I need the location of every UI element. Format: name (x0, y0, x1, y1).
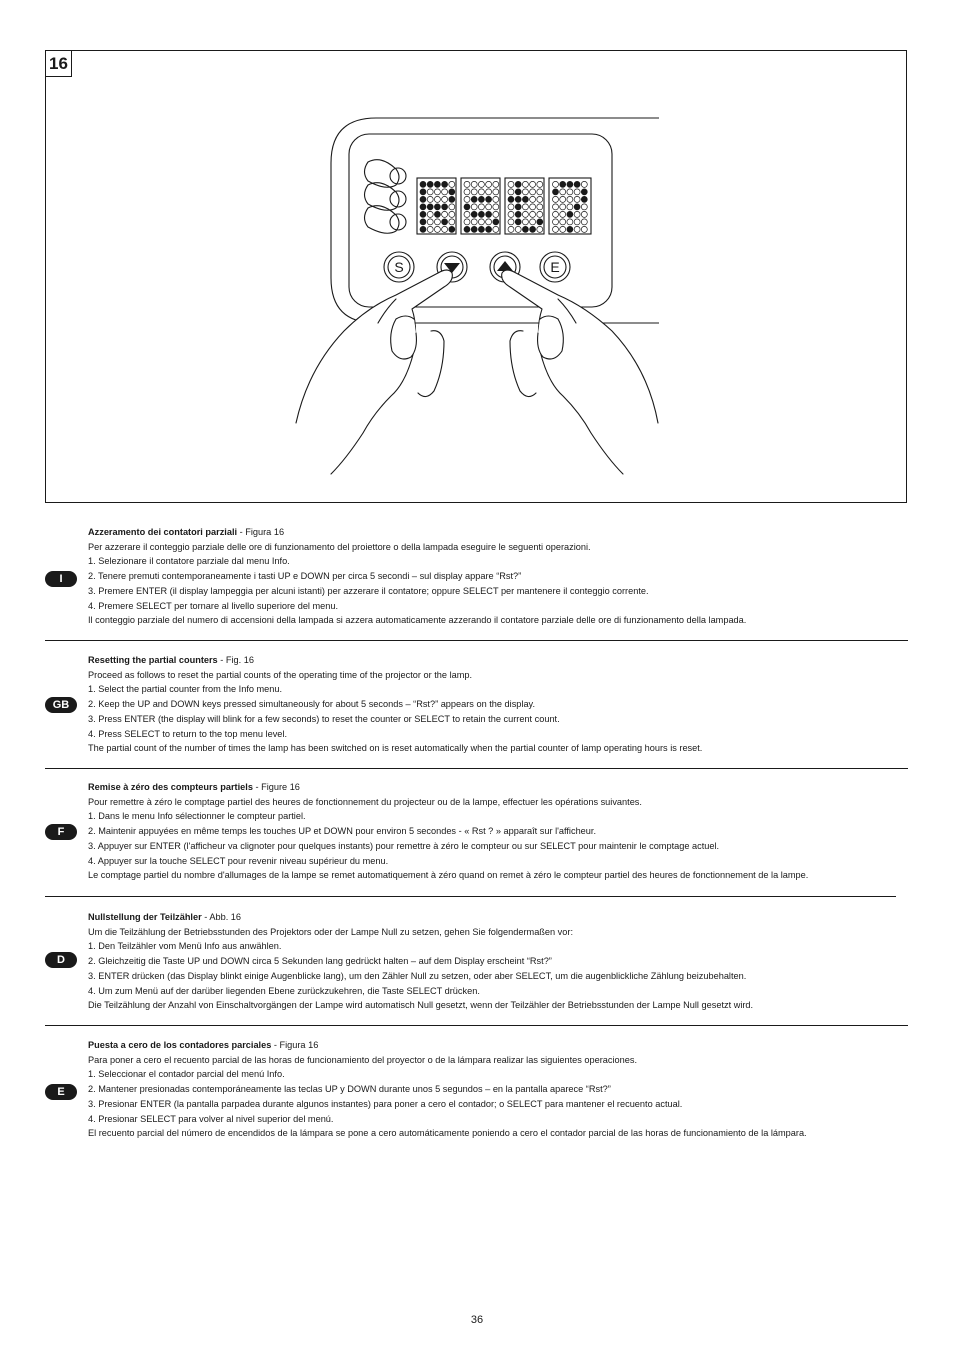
line: 3. Presionar ENTER (la pantalla parpadea durante algunos instantes) para poner a cero el contador; o SELECT para mantener el recuento actual. (88, 1098, 683, 1109)
section-heading-it: Azzeramento dei contatori parziali - Figura 16 (88, 527, 285, 537)
matrix-pixel (471, 196, 477, 202)
matrix-pixel (553, 219, 559, 225)
matrix-pixel (574, 196, 580, 202)
matrix-pixel (560, 204, 566, 210)
matrix-pixel (493, 211, 499, 217)
matrix-pixel (567, 219, 573, 225)
matrix-pixel (486, 226, 492, 232)
matrix-pixel (537, 219, 543, 225)
line: Per azzerare il conteggio parziale delle ore di funzionamento del proiettore o della lampada eseguire le seguenti operazioni. (88, 541, 591, 552)
matrix-pixel (449, 189, 455, 195)
matrix-pixel (553, 204, 559, 210)
line: 1. Select the partial counter from the Info menu. (88, 684, 283, 695)
matrix-pixel (478, 219, 484, 225)
matrix-pixel (560, 189, 566, 195)
matrix-pixel (420, 204, 426, 210)
matrix-pixel (574, 204, 580, 210)
section-heading-es: Puesta a cero de los contadores parciales - Figura 16 (88, 1040, 319, 1050)
matrix-pixel (420, 211, 426, 217)
matrix-pixel (420, 189, 426, 195)
section-heading-de: Nullstellung der Teilzähler - Abb. 16 (88, 912, 242, 922)
matrix-pixel (434, 211, 440, 217)
matrix-pixel (434, 181, 440, 187)
line: 3. Appuyer sur ENTER (l'afficheur va clignoter pour quelques instants) pour remettre à zéro le compteur ou sur SELECT pour maintenir le comptage actuel. (88, 840, 720, 851)
language-badge-it: I (45, 571, 77, 587)
matrix-pixel (581, 219, 587, 225)
matrix-pixel (434, 204, 440, 210)
matrix-pixel (515, 219, 521, 225)
matrix-pixel (464, 204, 470, 210)
matrix-pixel (567, 196, 573, 202)
matrix-pixel (508, 204, 514, 210)
matrix-pixel (471, 181, 477, 187)
line: 4. Press SELECT to return to the top menu level. (88, 728, 287, 739)
matrix-pixel (567, 226, 573, 232)
line: 3. ENTER drücken (das Display blinkt einige Augenblicke lang), um den Zähler Null zu setzen, oder aber SELECT, um die augenblickliche Zählung beizubehalten. (88, 970, 747, 981)
matrix-pixel (537, 196, 543, 202)
matrix-pixel (553, 181, 559, 187)
matrix-pixel (530, 181, 536, 187)
line: Para poner a cero el recuento parcial de las horas de funcionamiento del proyector o de la lámpara realizar las siguientes operaciones. (88, 1054, 638, 1065)
matrix-pixel (530, 219, 536, 225)
matrix-pixel (486, 211, 492, 217)
line: Um die Teilzählung der Betriebsstunden des Projektors oder der Lampe Null zu setzen, gehen Sie folgendermaßen vor: (88, 926, 573, 937)
matrix-pixel (581, 211, 587, 217)
matrix-pixel (464, 196, 470, 202)
matrix-pixel (581, 204, 587, 210)
matrix-pixel (486, 189, 492, 195)
matrix-pixel (486, 204, 492, 210)
line: 2. Gleichzeitig die Taste UP und DOWN circa 5 Sekunden lang gedrückt halten – auf dem Display erscheint “Rst?” (88, 956, 552, 967)
matrix-pixel (537, 181, 543, 187)
matrix-pixel (574, 219, 580, 225)
line: Il conteggio parziale del numero di accensioni della lampada si azzera automaticamente azzerando il contatore parziale delle ore di funzionamento della lampada. (88, 615, 747, 626)
matrix-pixel (560, 211, 566, 217)
matrix-pixel (427, 219, 433, 225)
line: 1. Den Teilzähler vom Menü Info aus anwählen. (88, 941, 282, 952)
language-badge-es: E (45, 1084, 77, 1100)
matrix-pixel (522, 211, 528, 217)
matrix-pixel (449, 226, 455, 232)
matrix-pixel (434, 226, 440, 232)
matrix-pixel (508, 226, 514, 232)
matrix-pixel (537, 211, 543, 217)
matrix-pixel (442, 189, 448, 195)
matrix-pixel (427, 226, 433, 232)
matrix-pixel (560, 196, 566, 202)
matrix-pixel (464, 181, 470, 187)
matrix-pixel (515, 181, 521, 187)
matrix-pixel (464, 211, 470, 217)
matrix-pixel (493, 196, 499, 202)
matrix-pixel (560, 226, 566, 232)
matrix-pixel (442, 219, 448, 225)
line: 4. Premere SELECT per tornare al livello superiore del menu. (88, 600, 339, 611)
line: 3. Press ENTER (the display will blink for a few seconds) to reset the counter or SELECT to retain the current count. (88, 713, 560, 724)
line: Pour remettre à zéro le comptage partiel des heures de fonctionnement du projecteur ou de la lampe, effectuer les opérations suivantes. (88, 796, 642, 807)
matrix-pixel (478, 204, 484, 210)
matrix-pixel (464, 226, 470, 232)
matrix-pixel (434, 196, 440, 202)
matrix-pixel (522, 196, 528, 202)
matrix-pixel (478, 196, 484, 202)
section-text-es (88, 1038, 908, 1141)
matrix-pixel (522, 219, 528, 225)
matrix-pixel (530, 226, 536, 232)
matrix-pixel (537, 204, 543, 210)
matrix-pixel (574, 226, 580, 232)
matrix-pixel (515, 211, 521, 217)
matrix-pixel (522, 226, 528, 232)
matrix-pixel (486, 219, 492, 225)
matrix-pixel (442, 196, 448, 202)
matrix-pixel (420, 226, 426, 232)
matrix-pixel (574, 181, 580, 187)
matrix-pixel (515, 196, 521, 202)
matrix-pixel (515, 204, 521, 210)
matrix-pixel (486, 196, 492, 202)
matrix-pixel (553, 189, 559, 195)
matrix-pixel (508, 181, 514, 187)
matrix-pixel (471, 189, 477, 195)
matrix-pixel (522, 181, 528, 187)
matrix-pixel (478, 189, 484, 195)
matrix-pixel (508, 219, 514, 225)
matrix-pixel (427, 189, 433, 195)
matrix-pixel (420, 196, 426, 202)
line: 2. Mantener presionadas contemporáneamente las teclas UP y DOWN durante unos 5 segundos – en la pantalla aparece “Rst?” (88, 1084, 611, 1095)
matrix-pixel (427, 204, 433, 210)
matrix-pixel (567, 181, 573, 187)
matrix-pixel (537, 189, 543, 195)
matrix-pixel (493, 204, 499, 210)
enter-button-label: E (550, 259, 560, 275)
matrix-pixel (493, 181, 499, 187)
language-badge-de: D (45, 952, 77, 968)
matrix-pixel (427, 211, 433, 217)
matrix-pixel (442, 211, 448, 217)
matrix-pixel (581, 226, 587, 232)
matrix-pixel (471, 226, 477, 232)
matrix-pixel (434, 219, 440, 225)
matrix-pixel (420, 181, 426, 187)
matrix-pixel (508, 189, 514, 195)
matrix-pixel (574, 211, 580, 217)
line: 2. Tenere premuti contemporaneamente i tasti UP e DOWN per circa 5 secondi – sul display appare “Rst?” (88, 571, 522, 582)
matrix-pixel (442, 226, 448, 232)
matrix-pixel (478, 226, 484, 232)
control-panel-illustration (46, 51, 908, 504)
matrix-pixel (567, 204, 573, 210)
matrix-pixel (581, 189, 587, 195)
line: The partial count of the number of times the lamp has been switched on is reset automatically when the partial counter of lamp operating hours is reset. (88, 743, 703, 754)
matrix-pixel (530, 196, 536, 202)
line: 1. Selezionare il contatore parziale dal menu Info. (88, 556, 290, 567)
section-text-it (88, 525, 908, 628)
matrix-pixel (478, 181, 484, 187)
line: 2. Keep the UP and DOWN keys pressed simultaneously for about 5 seconds – “Rst?” appears on the display. (88, 699, 536, 710)
matrix-pixel (493, 189, 499, 195)
matrix-pixel (515, 189, 521, 195)
line: Proceed as follows to reset the partial counts of the operating time of the projector or the lamp. (88, 669, 473, 680)
line: 1. Dans le menu Info sélectionner le compteur partiel. (88, 811, 306, 822)
matrix-pixel (493, 219, 499, 225)
matrix-pixel (530, 211, 536, 217)
section-divider (45, 768, 908, 769)
section-divider (45, 640, 908, 641)
matrix-pixel (449, 196, 455, 202)
matrix-pixel (508, 196, 514, 202)
matrix-pixel (493, 226, 499, 232)
matrix-pixel (581, 181, 587, 187)
line: 2. Maintenir appuyées en même temps les touches UP et DOWN pour environ 5 secondes - « Rst ? » apparaît sur l'afficheur. (88, 826, 597, 837)
indicator-lamps (365, 160, 407, 234)
matrix-pixel (560, 181, 566, 187)
line: 4. Appuyer sur la touche SELECT pour revenir niveau supérieur du menu. (88, 855, 389, 866)
line: 3. Premere ENTER (il display lampeggia per alcuni istanti) per azzerare il contatore; oppure SELECT per mantenere il conteggio corrente. (88, 585, 649, 596)
matrix-pixel (442, 181, 448, 187)
matrix-pixel (420, 219, 426, 225)
matrix-pixel (442, 204, 448, 210)
matrix-pixel (471, 211, 477, 217)
matrix-pixel (553, 211, 559, 217)
matrix-pixel (449, 211, 455, 217)
matrix-pixel (464, 189, 470, 195)
section-heading-fr: Remise à zéro des compteurs partiels - Figure 16 (88, 782, 300, 792)
matrix-pixel (427, 181, 433, 187)
language-badge-fr: F (45, 824, 77, 840)
matrix-pixel (471, 219, 477, 225)
figure-16 (45, 50, 907, 503)
matrix-pixel (434, 189, 440, 195)
matrix-pixel (449, 219, 455, 225)
dot-matrix-pixels (420, 181, 587, 232)
matrix-pixel (522, 204, 528, 210)
matrix-pixel (471, 204, 477, 210)
section-divider (45, 1025, 908, 1026)
matrix-pixel (560, 219, 566, 225)
matrix-pixel (522, 189, 528, 195)
matrix-pixel (567, 211, 573, 217)
section-text-gb (88, 653, 908, 756)
up-arrow-icon (497, 261, 513, 271)
matrix-pixel (537, 226, 543, 232)
line: Le comptage partiel du nombre d'allumages de la lampe se remet automatiquement à zéro quand on remet à zéro le compteur partiel des heures de fonctionnement de la lampe. (88, 870, 809, 881)
matrix-pixel (581, 196, 587, 202)
language-badge-gb: GB (45, 697, 77, 713)
line: 4. Presionar SELECT para volver al nivel superior del menú. (88, 1113, 334, 1124)
line: Die Teilzählung der Anzahl von Einschaltvorgängen der Lampe wird automatisch Null gesetzt, wenn der Teilzähler der Betriebsstunden der Lampe Null gesetzt wird. (88, 1000, 754, 1011)
figure-number: 16 (46, 51, 72, 77)
section-text-de (88, 910, 908, 1013)
matrix-pixel (530, 204, 536, 210)
matrix-pixel (464, 219, 470, 225)
line: 4. Um zum Menü auf der darüber liegenden Ebene zurückzukehren, die Taste SELECT drücken. (88, 985, 480, 996)
matrix-pixel (427, 196, 433, 202)
matrix-pixel (515, 226, 521, 232)
line: El recuento parcial del número de encendidos de la lámpara se pone a cero automáticamente poniendo a cero el contador parcial de las horas de funcionamiento de la lámpara. (88, 1128, 807, 1139)
matrix-pixel (567, 189, 573, 195)
matrix-pixel (449, 204, 455, 210)
matrix-pixel (508, 211, 514, 217)
matrix-pixel (553, 196, 559, 202)
matrix-pixel (486, 181, 492, 187)
matrix-pixel (553, 226, 559, 232)
section-divider (45, 896, 896, 897)
matrix-pixel (574, 189, 580, 195)
section-text-fr (88, 780, 908, 883)
select-button-label: S (394, 259, 404, 275)
page-number: 36 (470, 1314, 484, 1326)
matrix-pixel (449, 181, 455, 187)
matrix-pixel (530, 189, 536, 195)
matrix-pixel (478, 211, 484, 217)
line: 1. Seleccionar el contador parcial del menú Info. (88, 1069, 285, 1080)
section-heading-gb: Resetting the partial counters - Fig. 16 (88, 655, 254, 665)
